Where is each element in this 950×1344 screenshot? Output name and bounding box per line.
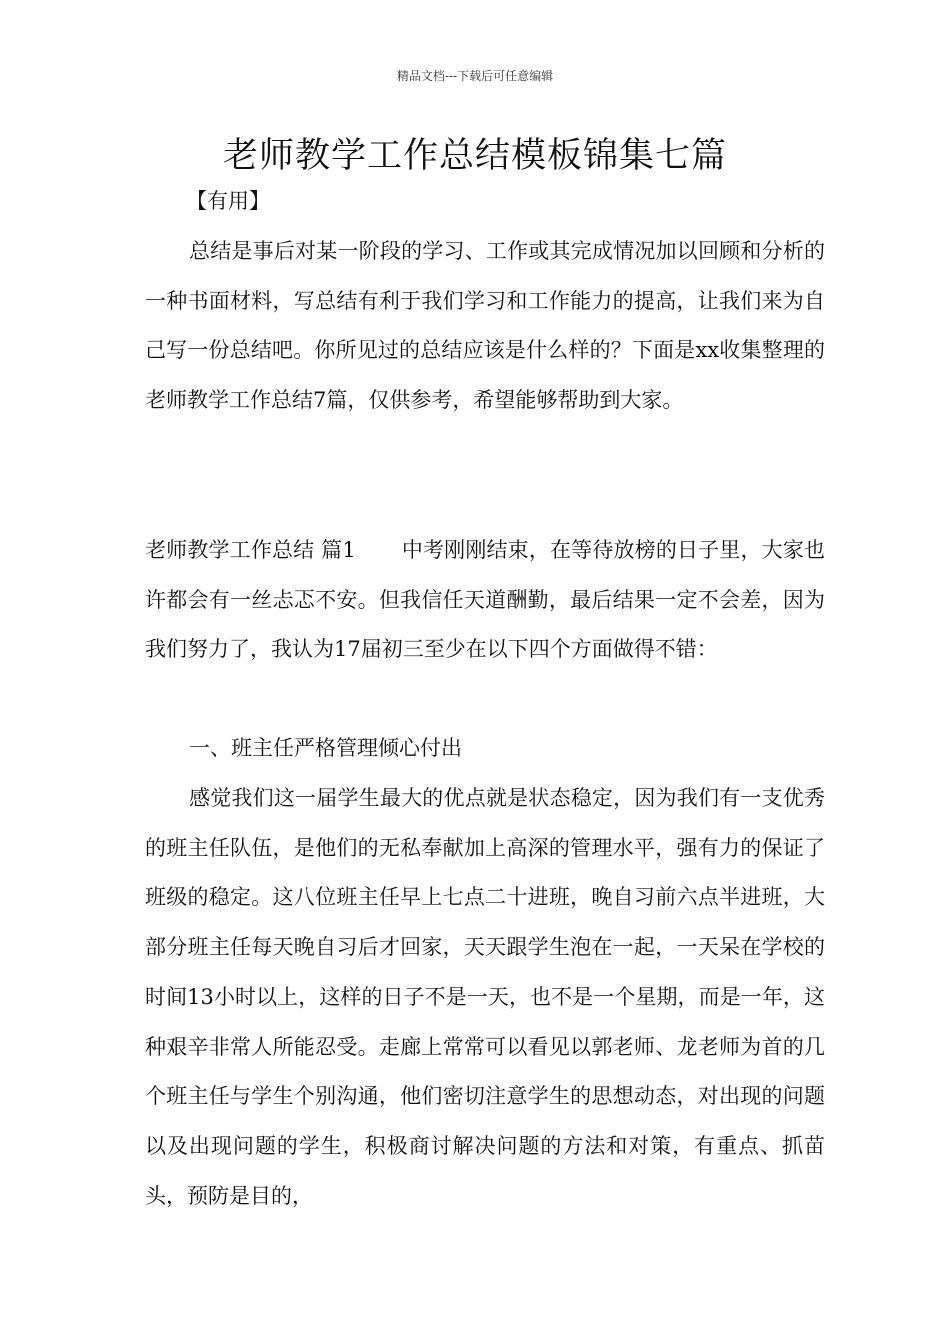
header-note: 精品文档---下载后可任意编辑 bbox=[396, 69, 554, 83]
section-1-label: 老师教学工作总结 篇1 bbox=[145, 538, 356, 562]
body-paragraph-1: 感觉我们这一届学生最大的优点就是状态稳定，因为我们有一支优秀的班主任队伍，是他们的无私奉献加上高深的管理水平，强有力的保证了班级的稳定。这八位班主任早上七点二十进班，晚自习前六点半进班，大部分班主任每天晚自习后才回家，天天跟学生泡在一起，一天呆在学校的时间13小时以上，这样的日子不是一天，也不是一个星期，而是一年，这种艰辛非常人所能忍受。走廊上常常可以看见以郭老师、龙老师为首的几个班主任与学生个别沟通，他们密切注意学生的思想动态，对出现的问题以及出现问题的学生，积极商讨解决问题的方法和对策，有重点、抓苗头，预防是目的， bbox=[145, 786, 825, 1208]
section-heading-1: 一、班主任严格管理倾心付出 bbox=[189, 736, 462, 760]
section-1-text: 中考刚刚结束，在等待放榜的日子里，大家也许都会有一丝忐忑不安。但我信任天道酬勤，最后结果一定不会差，因为我们努力了，我认为17届初三至少在以下四个方面做得不错： bbox=[145, 538, 825, 662]
intro-paragraph: 总结是事后对某一阶段的学习、工作或其完成情况加以回顾和分析的一种书面材料，写总结有利于我们学习和工作能力的提高，让我们来为自己写一份总结吧。你所见过的总结应该是什么样的？下面是xx收集整理的老师教学工作总结7篇，仅供参考，希望能够帮助到大家。 bbox=[145, 239, 825, 413]
section-1-paragraph bbox=[145, 526, 825, 675]
document-title: 老师教学工作总结模板锦集七篇 bbox=[222, 136, 727, 176]
title-tag: 【有用】 bbox=[186, 189, 270, 213]
